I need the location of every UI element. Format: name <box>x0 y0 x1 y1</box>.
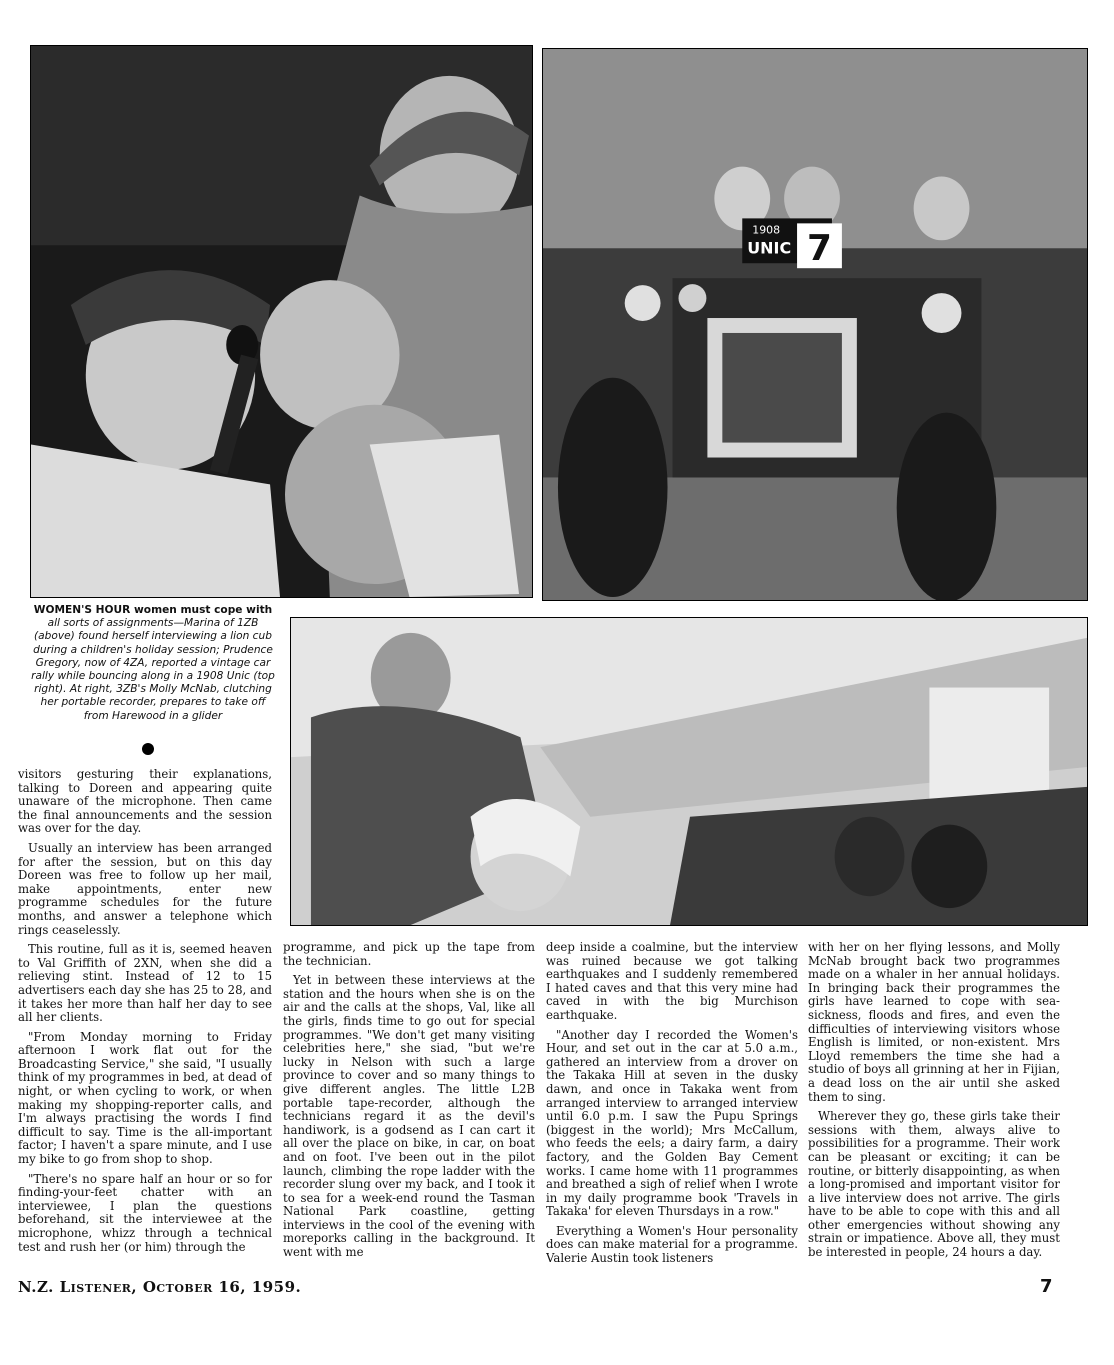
article-column-1 <box>18 768 272 1273</box>
photo-vintage-car <box>542 48 1088 601</box>
paragraph: "From Monday morning to Friday afternoon I work flat out for the Broadcasting Service," she said, "I usually think of my programmes in bed, at dead of night, or when cycling to work, or when making my shopping-reporter calls, and I'm always practising the words I find difficult to say. Time is the all-important factor; I haven't a spare minute, and I use my bike to go from shop to shop. <box>18 1029 272 1167</box>
paragraph: Yet in between these interviews at the station and the hours when she is on the air and the calls at the shops, Val, like all the girls, finds time to go out for special programmes. "We don't get many visiting celebrities here," she siad, "but we're lucky in Nelson with such a large province to cover and so many things to give different angles. The little L2B portable tape-recorder, although the technicians regard it as the devil's handiwork, is a godsend as I can cart it all over the place on bike, in car, on boat and on foot. I've been out in the pilot launch, climbing the rope ladder with the recorder slung over my back, and I took it to sea for a week-end round the Tasman National Park coastline, getting interviews in the cool of the evening with moreporks calling in the background. It went with me <box>283 973 535 1260</box>
paragraph: with her on her flying lessons, and Molly McNab brought back two programmes made on a whaler in her annual holidays. In bringing back their programmes the girls have learned to cope with sea-sickness, floods and fires, and even the difficulties of interviewing visitors whose English is limited, or non-existent. Mrs Lloyd remembers the time she had a studio of boys all grinning at her in Fijian, a dead loss on the air until she asked them to sing. <box>808 941 1060 1104</box>
caption-lead: WOMEN'S HOUR women must cope with <box>33 604 273 616</box>
publication-footer: N.Z. Listener, October 16, 1959. <box>18 1278 302 1296</box>
caption-body: all sorts of assignments—Marina of 1ZB (above) found herself interviewing a lion cub during a children's holiday session; Prudence Gregory, now of 4ZA, reported a vintage car rally while bouncing along in a 1908 Unic (top right). At right, 3ZB's Molly McNab, clutching her portable recorder, prepares to take off from Harewood in a glider <box>31 617 275 722</box>
section-bullet <box>142 743 154 755</box>
photo-glider <box>290 617 1088 926</box>
article-column-4 <box>808 941 1060 1273</box>
article-column-3 <box>546 941 798 1273</box>
page-number: 7 <box>1040 1276 1053 1297</box>
paragraph: "Another day I recorded the Women's Hour, and set out in the car at 5.0 a.m., gathered an interview from a drover on the Takaka Hill at seven in the dusky dawn, and once in Takaka went from arranged interview to arranged interview until 6.0 p.m. I saw the Pupu Springs (biggest in the world); Mrs McCallum, who feeds the eels; a dairy farm, a dairy factory, and the Golden Bay Cement works. I came home with 11 programmes and breathed a sigh of relief when I wrote in my daily programme book 'Travels in Takaka' for eleven Thursdays in a row." <box>546 1027 798 1219</box>
photo-lion-cub-interview <box>30 45 533 598</box>
paragraph: Wherever they go, these girls take their sessions with them, always alive to possibilities for a programme. Their work can be pleasant or exciting; it can be routine, or bitterly disappointing, as when a long-promised and important visitor for a live interview does not arrive. The girls have to be able to cope with this and all other emergencies without showing any strain or impatience. Above all, they must be interested in people, 24 hours a day. <box>808 1109 1060 1260</box>
article-column-2 <box>283 941 535 1273</box>
car-plate-year: 1908 <box>752 223 781 237</box>
paragraph: visitors gesturing their explanations, talking to Doreen and appearing quite unaware of the microphone. Then came the final announcements and the session was over for the day. <box>18 768 272 836</box>
car-number: 7 <box>807 228 832 270</box>
car-plate-name: UNIC <box>747 238 792 258</box>
paragraph: "There's no spare half an hour or so for finding-your-feet chatter with an interviewee, I plan the questions beforehand, sit the interviewee at the microphone, whizz through a technical test and rush her (or him) through the <box>18 1171 272 1254</box>
paragraph: deep inside a coalmine, but the interview was ruined because we got talking earthquakes and I suddenly remembered I hated caves and that this very mine had caved in with the big Murchison earthquake. <box>546 941 798 1022</box>
paragraph: Usually an interview has been arranged for after the session, but on this day Doreen was free to follow up her mail, make appointments, enter new programme schedules for the future months, and answer a telephone which rings ceaselessly. <box>18 840 272 937</box>
paragraph: This routine, full as it is, seemed heaven to Val Griffith of 2XN, when she did a relieving stint. Instead of 12 to 15 advertisers each day she has 25 to 28, and it takes her more than half her day to see all her clients. <box>18 942 272 1025</box>
photo-caption <box>30 604 276 723</box>
paragraph: programme, and pick up the tape from the technician. <box>283 941 535 968</box>
paragraph: Everything a Women's Hour personality does can make material for a programme. Valerie Austin took listeners <box>546 1223 798 1266</box>
